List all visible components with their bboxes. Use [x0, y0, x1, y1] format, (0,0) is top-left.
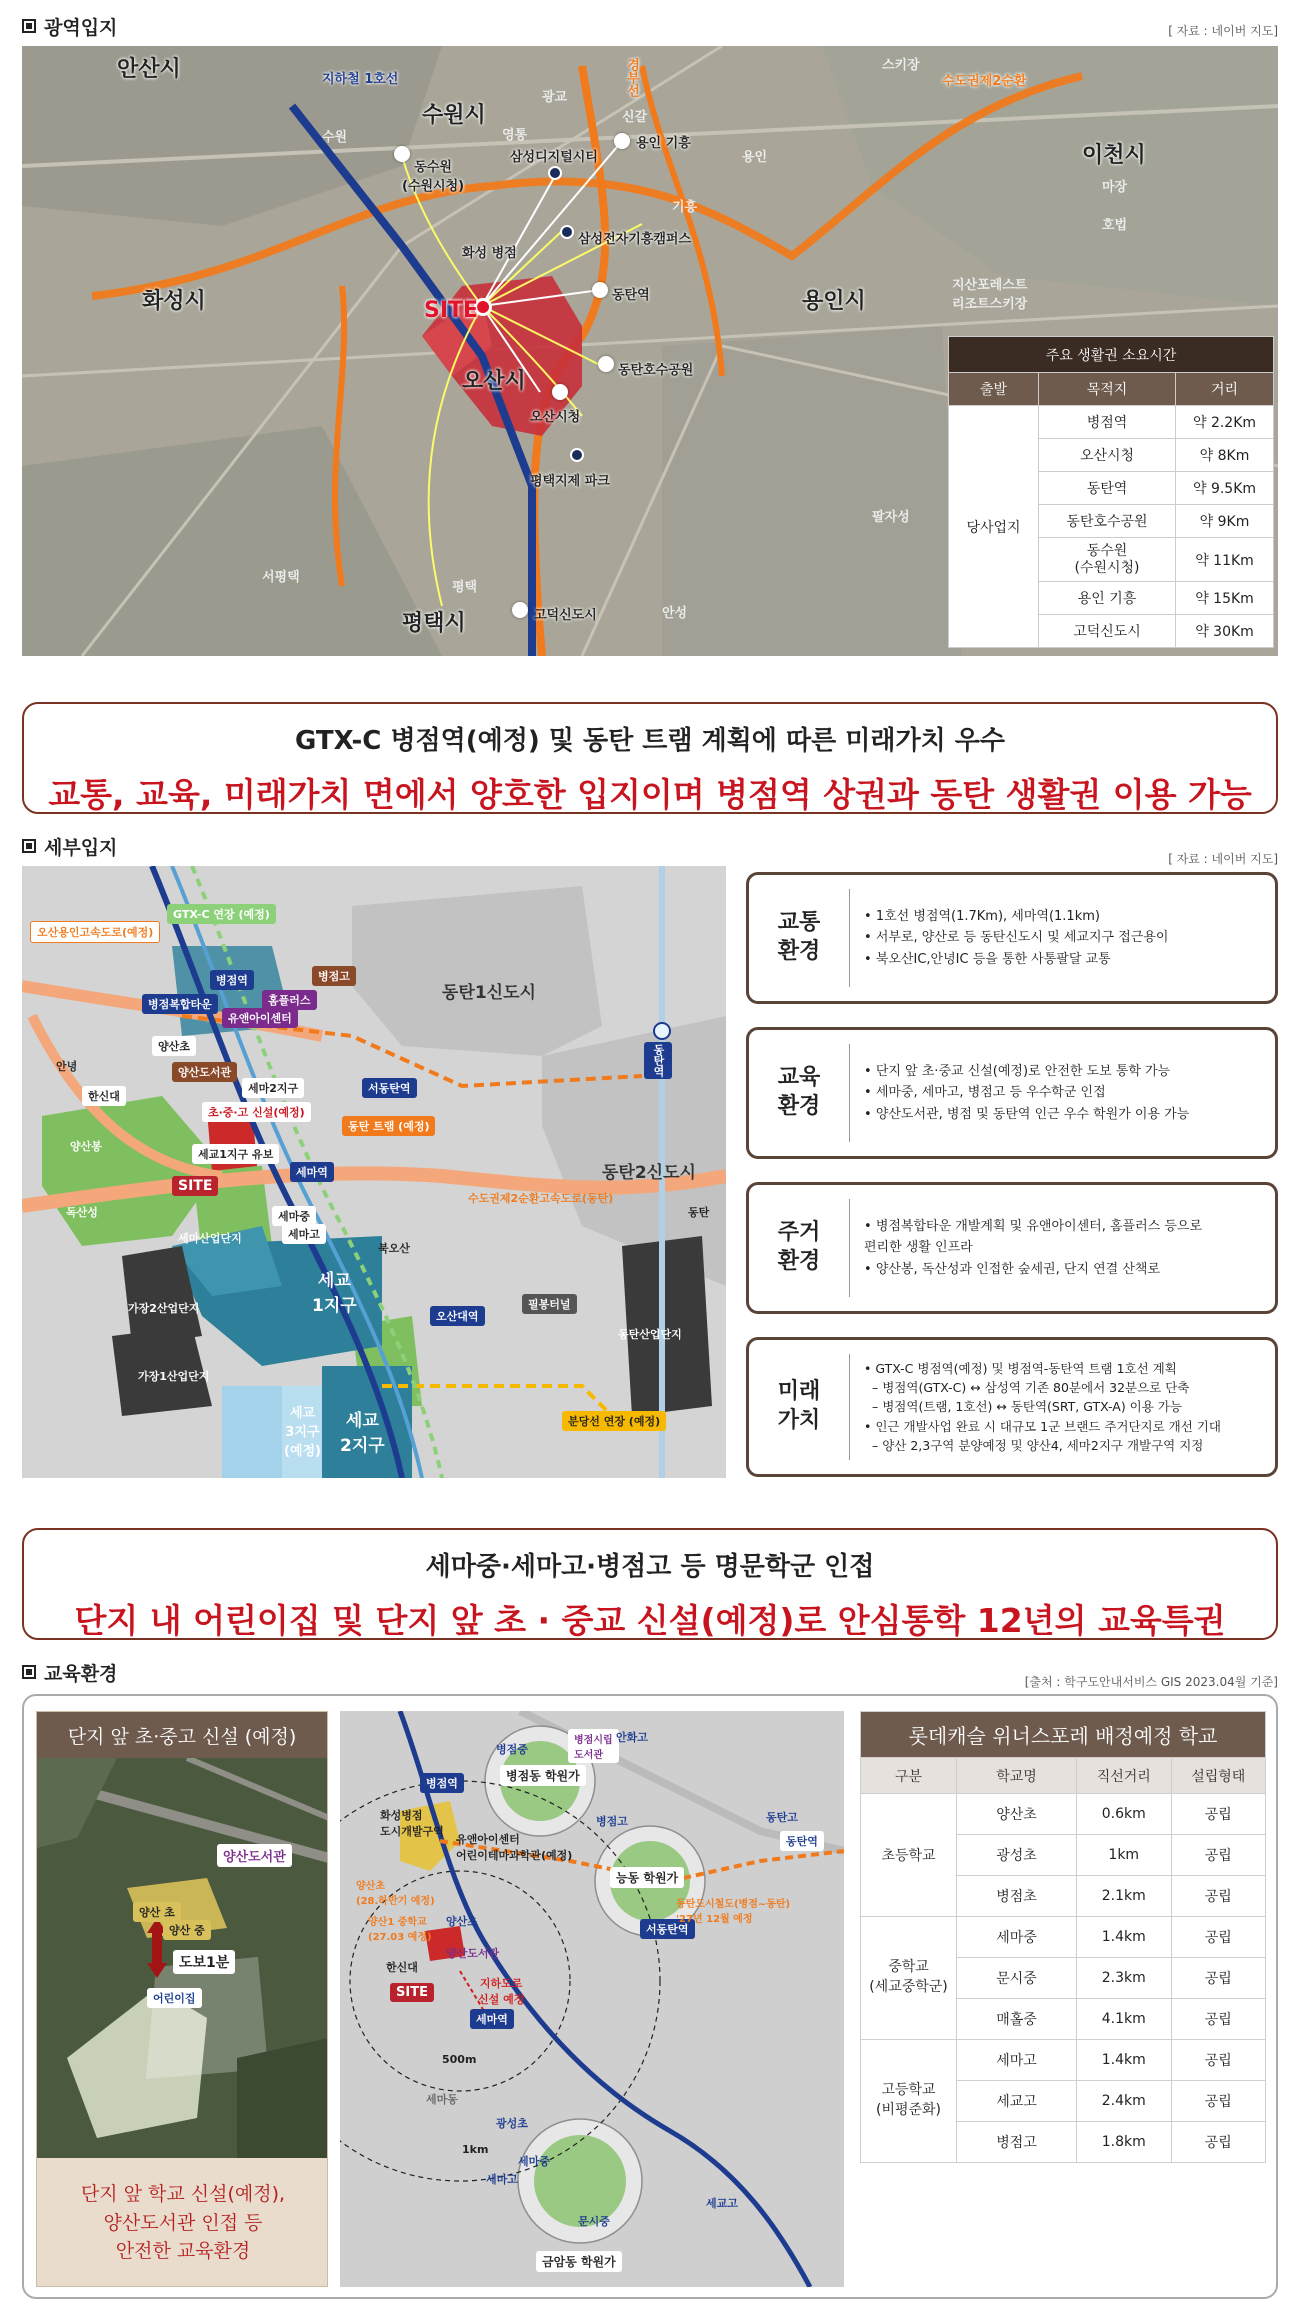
- map-label-gwanggyo: 광교: [542, 90, 568, 105]
- col-header: 목적지: [1039, 373, 1176, 406]
- table-row: [949, 406, 1274, 439]
- edu-site-marker: SITE: [390, 1983, 434, 2002]
- photo-label-walk: 도보1분: [173, 1950, 235, 1974]
- map-tag-osan-yongin: 오산용인고속도로(예정): [30, 921, 160, 943]
- distance-cell: 약 9.5Km: [1176, 472, 1274, 505]
- map-label-ski: 스키장: [882, 58, 920, 73]
- caption-line: 양산도서관 인접 등: [103, 2211, 263, 2234]
- square-bullet-icon: [22, 1665, 36, 1679]
- school-table: [860, 1711, 1266, 2163]
- map-poi-sema2: 세마2지구: [242, 1078, 304, 1098]
- map-poi-gajang1: 가장1산업단지: [138, 1370, 210, 1383]
- headline-education: [22, 1528, 1278, 1640]
- map-label-pyeongtaek-small: 평택: [452, 580, 478, 595]
- info-box-residential: [746, 1182, 1278, 1314]
- distance-cell: 1.4km: [1077, 1917, 1172, 1958]
- map-poi-dongtan-industrial: 동탄산업단지: [618, 1328, 682, 1341]
- edu-station-seodongtan: 서동탄역: [640, 1919, 695, 1939]
- map-label-dongtan1: 동탄1신도시: [442, 983, 536, 1003]
- map-label-singal: 신갈: [622, 110, 648, 125]
- headline-future-value: [22, 702, 1278, 814]
- info-item: • 병점복합타운 개발계획 및 유앤아이센터, 홈플러스 등으로 편리한 생활 인프라: [864, 1216, 1202, 1259]
- school-name: 양산초: [957, 1794, 1077, 1835]
- destination-cell: 병점역: [1039, 406, 1176, 439]
- map-label-segyo2: 세교 2지구: [340, 1411, 385, 1456]
- info-item: • 1호선 병점역(1.7Km), 세마역(1.1km): [864, 906, 1168, 927]
- distance-cell: 2.1km: [1077, 1876, 1172, 1917]
- edu-label-underpass: 지하도로 신설 예정: [478, 1977, 525, 2006]
- destination-cell: 오산시청: [1039, 439, 1176, 472]
- map-label-gyeongbu: 경부선: [624, 58, 639, 97]
- map-label-pyeongtaek: 평택시: [402, 611, 466, 636]
- map-tag-gtxc: GTX-C 연장 (예정): [167, 904, 276, 924]
- map-poi-complex: 병점복합타운: [142, 994, 218, 1014]
- map-label-site: SITE: [424, 298, 479, 323]
- map-poi-yangsanbong: 양산봉: [70, 1140, 102, 1153]
- map-label-yeongtong: 영통: [502, 128, 528, 143]
- type-cell: 공립: [1171, 1917, 1266, 1958]
- table-caption: 롯데캐슬 위너스포레 배정예정 학교: [861, 1712, 1266, 1758]
- edu-label-sema-high: 세마고: [486, 2173, 518, 2186]
- edu-label-yangsan-elem: 양산초: [446, 1915, 478, 1928]
- info-item: • GTX-C 병점역(예정) 및 병점역-동탄역 트램 1호선 계획: [864, 1359, 1221, 1378]
- map-poi-sema-high: 세마고: [282, 1224, 326, 1244]
- col-header: 구분: [861, 1758, 957, 1794]
- distance-cell: 2.3km: [1077, 1958, 1172, 1999]
- map-poi-yangsan-elem: 양산초: [152, 1036, 196, 1056]
- school-name: 세교고: [957, 2081, 1077, 2122]
- map-station-osandae: 오산대역: [430, 1306, 485, 1326]
- distance-cell: 약 9Km: [1176, 505, 1274, 538]
- map-label-godeok: 고덕신도시: [534, 608, 597, 623]
- map-label-hobeop: 호법: [1102, 218, 1128, 233]
- distance-cell: 약 8Km: [1176, 439, 1274, 472]
- edu-label-dev-zone: 화성병점 도시개발구역: [380, 1809, 444, 1838]
- edu-label-byeongjeom-academy: 병점동 학원가: [500, 1765, 586, 1786]
- edu-station-byeongjeom: 병점역: [420, 1773, 464, 1793]
- place-dot: [548, 166, 562, 180]
- info-list: [850, 906, 1178, 970]
- map-label-jisan: 지산포레스트 리조트스키장: [952, 278, 1028, 312]
- info-item: • 양산봉, 독산성과 인접한 숲세권, 단지 연결 산책로: [864, 1259, 1202, 1280]
- map-site-marker: SITE: [172, 1176, 218, 1196]
- section-header-regional: [22, 12, 117, 40]
- distance-cell: 1.4km: [1077, 2040, 1172, 2081]
- info-subitem: – 병점역(트램, 1호선) ↔ 동탄역(SRT, GTX-A) 이용 가능: [864, 1397, 1221, 1416]
- group-cell: 고등학교 (비평준화): [861, 2040, 957, 2163]
- map-station-seodongtan: 서동탄역: [362, 1078, 417, 1098]
- aerial-photo-panel: [36, 1711, 328, 2287]
- map-station-byeongjeom: 병점역: [210, 970, 254, 990]
- group-cell: 중학교 (세교중학군): [861, 1917, 957, 2040]
- map-label-samsung-giheung: 삼성전자기흥캠퍼스: [578, 232, 692, 247]
- map-label-dongtan2: 동탄2신도시: [602, 1163, 696, 1183]
- section-header-detail: [22, 832, 117, 860]
- distance-cell: 0.6km: [1077, 1794, 1172, 1835]
- photo-header: 단지 앞 초·중고 신설 (예정): [37, 1712, 327, 1758]
- square-bullet-icon: [22, 19, 36, 33]
- destination-cell: 용인 기흥: [1039, 582, 1176, 615]
- distance-cell: 약 11Km: [1176, 538, 1274, 582]
- edu-label-younai: 유앤아이센터: [456, 1833, 520, 1846]
- map-label-osan: 오산시: [462, 369, 526, 394]
- edu-label-byeongjeom-high: 병점고: [596, 1815, 628, 1828]
- distance-cell: 약 15Km: [1176, 582, 1274, 615]
- map-poi-new-school: 초·중·고 신설(예정): [202, 1102, 311, 1122]
- type-cell: 공립: [1171, 1835, 1266, 1876]
- table-caption: 주요 생활권 소요시간: [949, 337, 1274, 373]
- type-cell: 공립: [1171, 1958, 1266, 1999]
- edu-label-munsi-mid: 문시중: [578, 2215, 610, 2228]
- edu-label-science-museum: 어린이테마과학관(예정): [456, 1849, 573, 1862]
- info-box-future: [746, 1337, 1278, 1477]
- map-label-icheon: 이천시: [1082, 143, 1146, 168]
- section-title: 교육환경: [44, 1662, 118, 1685]
- distance-cell: 4.1km: [1077, 1999, 1172, 2040]
- distance-cell: 1km: [1077, 1835, 1172, 1876]
- place-dot: [598, 356, 614, 372]
- edu-station-sema: 세마역: [470, 2009, 514, 2029]
- destination-cell: 동탄호수공원: [1039, 505, 1176, 538]
- type-cell: 공립: [1171, 1999, 1266, 2040]
- destination-cell: 동수원 (수원시청): [1039, 538, 1176, 582]
- info-subitem: – 병점역(GTX-C) ↔ 삼성역 기존 80분에서 32분으로 단축: [864, 1378, 1221, 1397]
- school-name: 병점고: [957, 2122, 1077, 2163]
- map-label-pyeongtaek-park: 평택지제 파크: [530, 474, 610, 489]
- type-cell: 공립: [1171, 2081, 1266, 2122]
- school-name: 광성초: [957, 1835, 1077, 1876]
- map-poi-pilbong: 필봉터널: [522, 1294, 577, 1314]
- map-label-yongin-small: 용인: [742, 150, 768, 165]
- edu-label-byeongjeom-mid: 병점중: [496, 1743, 528, 1756]
- school-name: 세마중: [957, 1917, 1077, 1958]
- edu-label-segyo-high: 세교고: [706, 2197, 738, 2210]
- map-station-sema: 세마역: [290, 1162, 334, 1182]
- info-item: • 세마중, 세마고, 병점고 등 우수학군 인접: [864, 1082, 1189, 1103]
- photo-caption: [37, 2158, 328, 2287]
- info-item: • 인근 개발사업 완료 시 대규모 1군 브랜드 주거단지로 개선 기대: [864, 1417, 1221, 1436]
- map-label-dongtan-station: 동탄역: [612, 288, 650, 303]
- map-label-samsung-digital: 삼성디지털시티: [510, 150, 598, 165]
- section-header-education: [22, 1658, 117, 1686]
- map-poi-bukosan: 북오산: [378, 1242, 410, 1255]
- edu-station-dongtan: 동탄역: [780, 1831, 824, 1851]
- type-cell: 공립: [1171, 1876, 1266, 1917]
- headline-line2: 교통, 교육, 미래가치 면에서 양호한 입지이며 병점역 상권과 동탄 생활권 이용 가능: [48, 775, 1252, 814]
- map-poi-segyo-yubo: 세교1지구 유보: [192, 1144, 279, 1164]
- info-list: [850, 1216, 1212, 1280]
- info-item: • 서부로, 양산로 등 동탄신도시 및 세교지구 접근용이: [864, 927, 1168, 948]
- place-dot: [512, 602, 528, 618]
- edu-label-hanshin: 한신대: [386, 1961, 418, 1974]
- table-row: [861, 1794, 1266, 1835]
- map-label-segyo1: 세교 1지구: [312, 1271, 357, 1316]
- map-label-byeongjeom: 화성 병점: [462, 246, 517, 261]
- map-station-dongtan: 동탄역: [644, 1042, 672, 1079]
- map-label-dongsuwon: 동수원 (수원시청): [402, 160, 465, 194]
- map-poi-sema-mid: 세마중: [272, 1206, 316, 1226]
- edu-label-500m: 500m: [442, 2053, 477, 2066]
- map-label-suwon: 수원시: [422, 103, 486, 128]
- info-title: 주거 환경: [777, 1220, 821, 1274]
- place-dot: [552, 384, 568, 400]
- place-dot: [570, 448, 584, 462]
- distance-cell: 2.4km: [1077, 2081, 1172, 2122]
- origin-cell: 당사업지: [949, 406, 1039, 648]
- type-cell: 공립: [1171, 2040, 1266, 2081]
- map-label-majang: 마장: [1102, 180, 1128, 195]
- type-cell: 공립: [1171, 2122, 1266, 2163]
- edu-label-sema-mid: 세마중: [518, 2155, 550, 2168]
- map-label-suwon-small: 수원: [322, 130, 348, 145]
- edu-label-anhwa-high: 안화고: [616, 1731, 648, 1744]
- distance-cell: 약 30Km: [1176, 615, 1274, 648]
- info-item: • 단지 앞 초·중교 신설(예정)로 안전한 도보 통학 가능: [864, 1061, 1189, 1082]
- section-title: 광역입지: [44, 16, 118, 39]
- edu-label-dongtan-high: 동탄고: [766, 1811, 798, 1824]
- map-poi-byeongjeom-high: 병점고: [312, 966, 356, 986]
- source-note: [ 자료 : 네이버 지도]: [1168, 24, 1278, 38]
- edu-label-new-elem: 양산초 (28.하반기 예정): [356, 1881, 435, 1907]
- table-row: [861, 1917, 1266, 1958]
- caption-line: 단지 앞 학교 신설(예정),: [80, 2183, 286, 2206]
- map-poi-gajang2: 가장2산업단지: [128, 1302, 200, 1315]
- map-label-paljaseong: 팔자성: [872, 510, 910, 525]
- headline-line1: GTX-C 병점역(예정) 및 동탄 트램 계획에 따른 미래가치 우수: [294, 726, 1006, 756]
- map-label-anseong: 안성: [662, 606, 688, 621]
- map-poi-younai: 유앤아이센터: [222, 1008, 298, 1028]
- map-label-ring2: 수도권제2순환: [942, 74, 1027, 89]
- place-dot: [614, 133, 630, 149]
- info-box-education: [746, 1027, 1278, 1159]
- edu-label-new-mid: 양산1 중학교 (27.03 예정): [368, 1917, 432, 1943]
- edu-label-library: 병점시립 도서관: [568, 1729, 619, 1763]
- destination-cell: 고덕신도시: [1039, 615, 1176, 648]
- type-cell: 공립: [1171, 1794, 1266, 1835]
- edu-label-semadong: 세마동: [426, 2093, 458, 2106]
- map-poi-dongtan-ic: 동탄: [688, 1206, 710, 1219]
- travel-time-table: [948, 336, 1274, 648]
- photo-label-library: 양산도서관: [217, 1844, 292, 1867]
- school-name: 병점초: [957, 1876, 1077, 1917]
- map-tag-bundang: 분당선 연장 (예정): [562, 1411, 666, 1431]
- info-title: 미래 가치: [777, 1379, 821, 1433]
- info-box-transport: [746, 872, 1278, 1004]
- map-label-dongtan-lake: 동탄호수공원: [618, 363, 694, 378]
- caption-line: 안전한 교육환경: [115, 2240, 251, 2263]
- info-item: • 양산도서관, 병점 및 동탄역 인근 우수 학원가 이용 가능: [864, 1104, 1189, 1125]
- edu-label-1km: 1km: [462, 2143, 489, 2156]
- square-bullet-icon: [22, 839, 36, 853]
- info-title: 교육 환경: [777, 1065, 821, 1119]
- map-label-giheung: 기흥: [672, 200, 698, 215]
- group-cell: 초등학교: [861, 1794, 957, 1917]
- map-label-hwaseong: 화성시: [142, 289, 206, 314]
- edu-label-gwangseong: 광성초: [496, 2117, 528, 2130]
- info-item: • 북오산IC,안녕IC 등을 통한 사통팔달 교통: [864, 949, 1168, 970]
- edu-label-neungdong-academy: 능동 학원가: [610, 1867, 684, 1888]
- info-list: [850, 1359, 1231, 1456]
- photo-label-yangsan-elem: 양산 초: [133, 1902, 181, 1922]
- distance-cell: 약 2.2Km: [1176, 406, 1274, 439]
- map-tag-tram: 동탄 트램 (예정): [342, 1116, 435, 1136]
- distance-cell: 1.8km: [1077, 2122, 1172, 2163]
- map-poi-sema-industrial: 세마산업단지: [178, 1232, 242, 1245]
- map-poi-library: 양산도서관: [172, 1062, 237, 1082]
- map-label-yongin: 용인시: [802, 289, 866, 314]
- source-note: [출처 : 학구도안내서비스 GIS 2023.04월 기준]: [1024, 1675, 1278, 1689]
- col-header: 학교명: [957, 1758, 1077, 1794]
- source-note: [ 자료 : 네이버 지도]: [1168, 852, 1278, 866]
- place-dot: [560, 225, 574, 239]
- col-header: 설립형태: [1171, 1758, 1266, 1794]
- map-label-seopyeongtaek: 서평택: [262, 570, 300, 585]
- map-label-yongin-giheung: 용인 기흥: [636, 136, 691, 151]
- school-name: 문시중: [957, 1958, 1077, 1999]
- photo-label-yangsan-mid: 양산 중: [163, 1920, 211, 1940]
- info-subitem: – 양산 2,3구역 분양예정 및 양산4, 세마2지구 개발구역 지정: [864, 1436, 1221, 1455]
- school-name: 매홀중: [957, 1999, 1077, 2040]
- col-header: 출발: [949, 373, 1039, 406]
- map-poi-hanshin: 한신대: [82, 1086, 126, 1106]
- edu-label-yangsan-library: 양산도서관: [446, 1947, 500, 1960]
- section-title: 세부입지: [44, 836, 118, 859]
- edu-label-tram: 동탄도시철도(병점~동탄) '27년 12월 예정: [676, 1899, 791, 1925]
- headline-line2: 단지 내 어린이집 및 단지 앞 초 · 중교 신설(예정)로 안심통학 12년의 교육특권: [74, 1601, 1226, 1640]
- map-poi-annyeong: 안녕: [56, 1060, 78, 1073]
- headline-line1: 세마중·세마고·병점고 등 명문학군 인접: [425, 1552, 875, 1582]
- education-map[interactable]: [340, 1711, 844, 2287]
- map-label-line1: 지하철 1호선: [322, 72, 399, 87]
- map-poi-doksanseong: 독산성: [66, 1206, 98, 1219]
- photo-label-daycare: 어린이집: [147, 1988, 202, 2008]
- map-label-ansan: 안산시: [117, 57, 181, 82]
- map-label-segyo3: 세교 3지구 (예정): [284, 1406, 321, 1459]
- place-dot: [592, 282, 608, 298]
- table-row: [861, 2040, 1266, 2081]
- map-poi-homeplus: 홈플러스: [262, 990, 317, 1010]
- info-list: [850, 1061, 1199, 1125]
- school-name: 세마고: [957, 2040, 1077, 2081]
- info-title: 교통 환경: [777, 910, 821, 964]
- col-header: 직선거리: [1077, 1758, 1172, 1794]
- edu-label-geumam-academy: 금암동 학원가: [536, 2251, 622, 2272]
- map-tag-ring2: 수도권제2순환고속도로(동탄): [468, 1192, 614, 1205]
- destination-cell: 동탄역: [1039, 472, 1176, 505]
- col-header: 거리: [1176, 373, 1274, 406]
- map-label-osan-cityhall: 오산시청: [530, 410, 581, 425]
- detail-map[interactable]: [22, 866, 726, 1478]
